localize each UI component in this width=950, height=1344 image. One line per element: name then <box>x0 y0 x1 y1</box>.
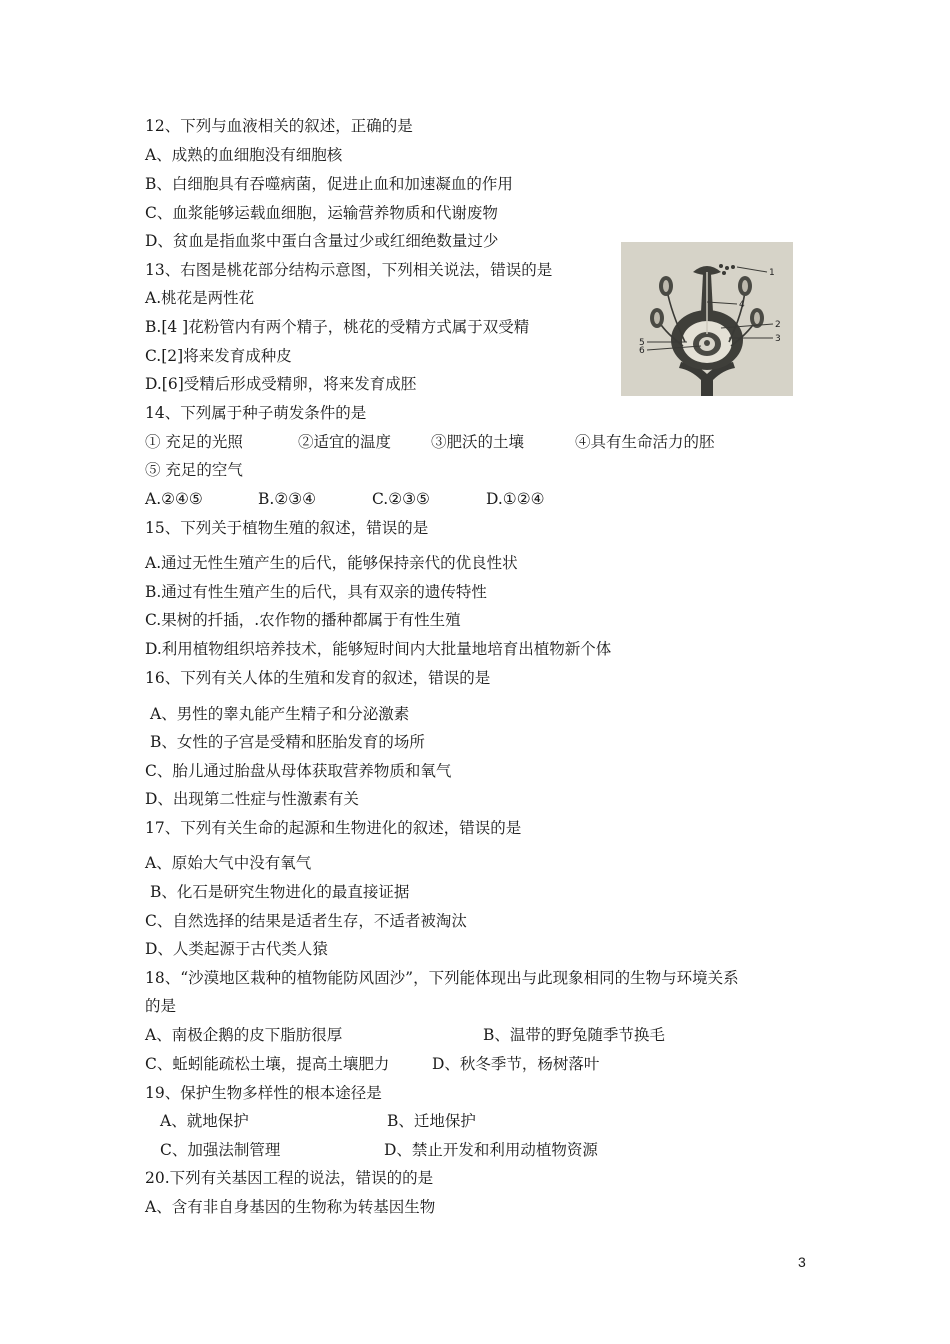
peach-flower-diagram <box>621 242 793 396</box>
q14-condition-4: ④具有生命活力的胚 <box>575 433 715 451</box>
q19-stem: 19、保护生物多样性的根本途径是 <box>145 1084 382 1102</box>
q16-option-a: A、男性的睾丸能产生精子和分泌激素 <box>150 705 410 723</box>
figure-label-4: 4 <box>739 300 745 310</box>
figure-label-1: 1 <box>769 268 775 278</box>
q19-option-d: D、禁止开发和利用动植物资源 <box>384 1141 598 1159</box>
q18-option-a: A、南极企鹅的皮下脂肪很厚 <box>145 1026 343 1044</box>
figure-label-5: 5 <box>639 338 645 348</box>
q20-stem: 20.下列有关基因工程的说法，错误的的是 <box>145 1169 434 1187</box>
q14-option-a: A.②④⑤ <box>145 490 203 508</box>
q12-option-d: D、贫血是指血浆中蛋白含量过少或红细绝数量过少 <box>145 232 499 250</box>
q14-condition-3: ③肥沃的土壤 <box>431 433 525 451</box>
q15-option-a: A.通过无性生殖产生的后代，能够保持亲代的优良性状 <box>145 554 518 572</box>
q19-option-a: A、就地保护 <box>160 1112 249 1130</box>
q16-option-b: B、女性的子宫是受精和胚胎发育的场所 <box>150 733 425 751</box>
q19-option-b: B、迁地保护 <box>387 1112 476 1130</box>
q18-stem-line2: 的是 <box>145 997 177 1015</box>
q15-option-b: B.通过有性生殖产生的后代，具有双亲的遗传特性 <box>145 583 487 601</box>
q18-option-d: D、秋冬季节，杨树落叶 <box>432 1055 600 1073</box>
q15-stem: 15、下列关于植物生殖的叙述，错误的是 <box>145 519 429 537</box>
figure-label-3: 3 <box>775 334 781 344</box>
q12-option-b: B、白细胞具有吞噬病菌，促进止血和加速凝血的作用 <box>145 175 513 193</box>
q14-option-c: C.②③⑤ <box>372 490 430 508</box>
q15-option-d: D.利用植物组织培养技术，能够短时间内大批量地培育出植物新个体 <box>145 640 612 658</box>
q17-option-a: A、原始大气中没有氧气 <box>145 854 312 872</box>
q14-condition-2: ②适宜的温度 <box>298 433 392 451</box>
q13-option-b: B.[4 ]花粉管内有两个精子，桃花的受精方式属于双受精 <box>145 318 530 336</box>
q17-stem: 17、下列有关生命的起源和生物进化的叙述，错误的是 <box>145 819 522 837</box>
q18-stem-line1: 18、“沙漠地区栽种的植物能防风固沙”，下列能体现出与此现象相同的生物与环境关系 <box>145 969 739 987</box>
q13-option-d: D.[6]受精后形成受精卵，将来发育成胚 <box>145 375 417 393</box>
q14-option-b: B.②③④ <box>258 490 317 508</box>
q13-option-a: A.桃花是两性花 <box>145 289 255 307</box>
q14-condition-5: ⑤ 充足的空气 <box>145 461 243 479</box>
q13-stem: 13、右图是桃花部分结构示意图，下列相关说法，错误的是 <box>145 261 553 279</box>
q17-option-c: C、自然选择的结果是适者生存，不适者被淘汰 <box>145 912 467 930</box>
q13-option-c: C.[2]将来发育成种皮 <box>145 347 292 365</box>
q12-option-c: C、血浆能够运载血细胞，运输营养物质和代谢废物 <box>145 204 498 222</box>
q12-option-a: A、成熟的血细胞没有细胞核 <box>145 146 343 164</box>
q17-option-b: B、化石是研究生物进化的最直接证据 <box>150 883 410 901</box>
q19-option-c: C、加强法制管理 <box>160 1141 281 1159</box>
figure-label-6: 6 <box>639 346 645 356</box>
q16-option-d: D、出现第二性症与性激素有关 <box>145 790 359 808</box>
q12-stem: 12、下列与血液相关的叙述，正确的是 <box>145 117 413 135</box>
page-number: 3 <box>798 1254 806 1270</box>
q17-option-d: D、人类起源于古代类人猿 <box>145 940 328 958</box>
q18-option-b: B、温带的野兔随季节换毛 <box>483 1026 665 1044</box>
q15-option-c: C.果树的扦插，.农作物的播种都属于有性生殖 <box>145 611 461 629</box>
peach-flower-figure <box>621 242 793 396</box>
q14-stem: 14、下列属于种子萌发条件的是 <box>145 404 367 422</box>
q16-option-c: C、胎儿通过胎盘从母体获取营养物质和氧气 <box>145 762 452 780</box>
q20-option-a: A、含有非自身基因的生物称为转基因生物 <box>145 1198 436 1216</box>
q18-option-c: C、蚯蚓能疏松土壤，提高土壤肥力 <box>145 1055 390 1073</box>
q16-stem: 16、下列有关人体的生殖和发育的叙述，错误的是 <box>145 669 491 687</box>
q14-option-d: D.①②④ <box>486 490 545 508</box>
figure-label-2: 2 <box>775 320 781 330</box>
q14-condition-1: ① 充足的光照 <box>145 433 243 451</box>
